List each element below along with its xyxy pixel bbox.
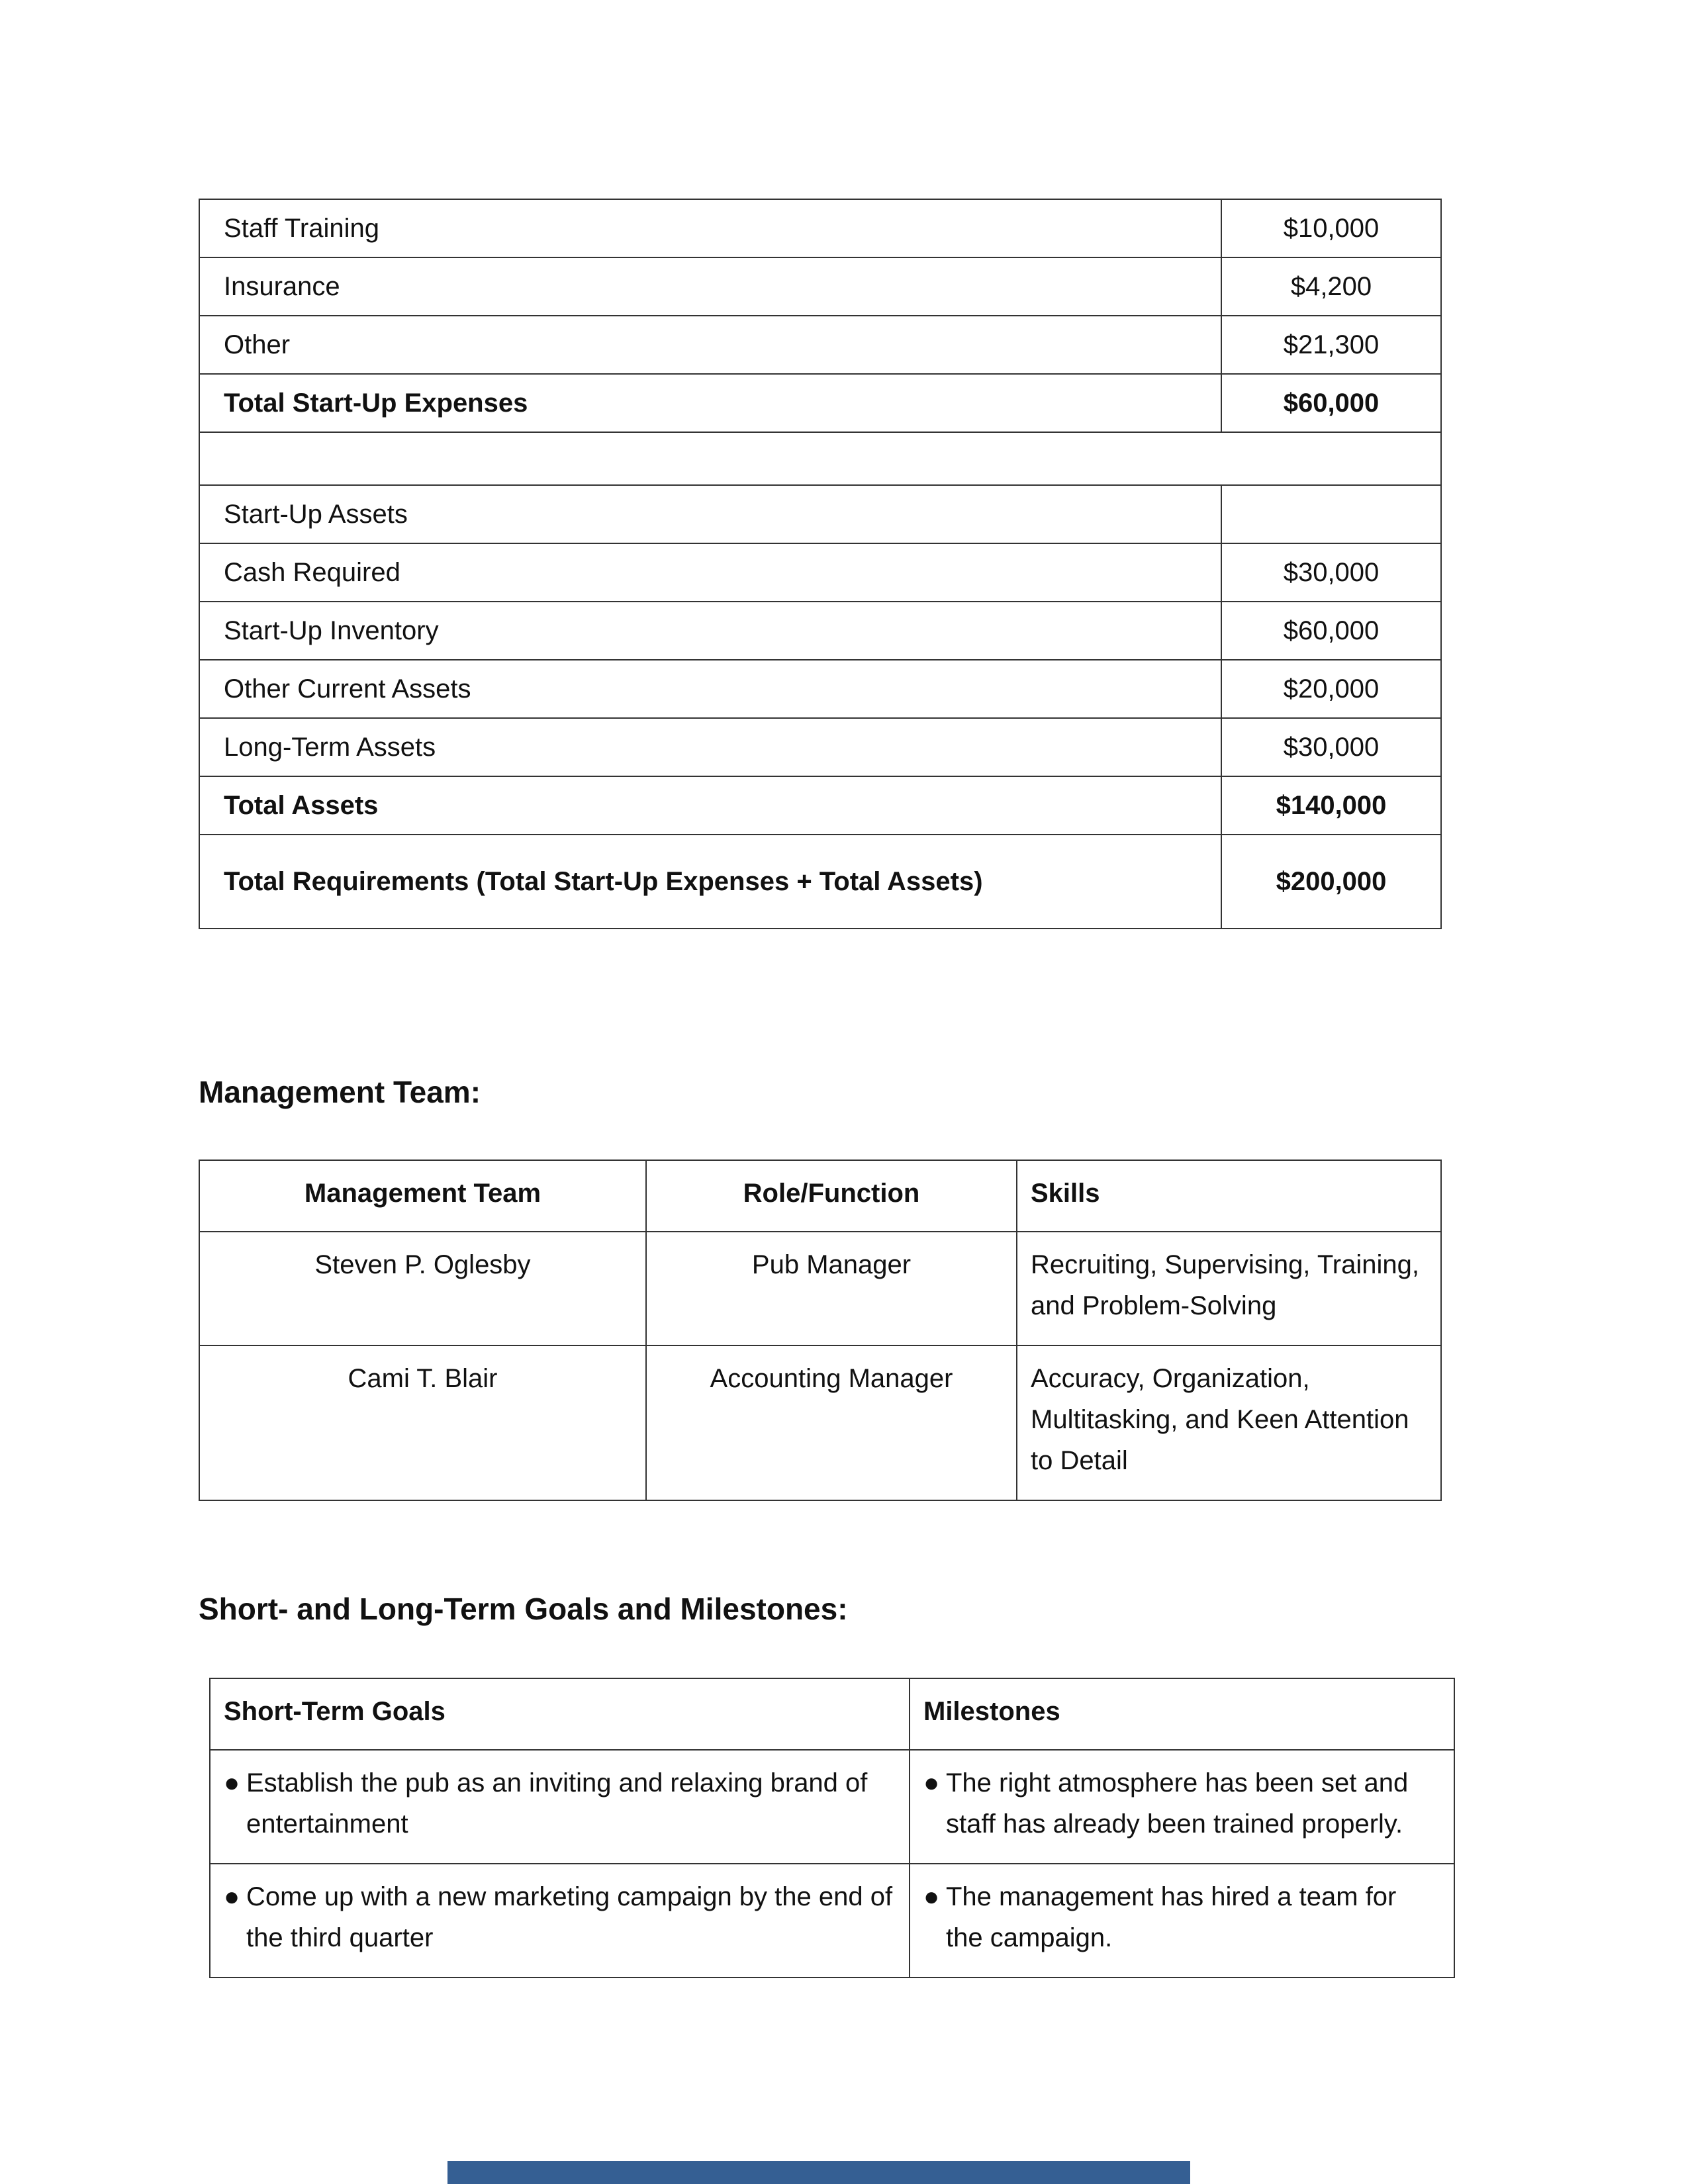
row-amount: $60,000 <box>1221 602 1441 660</box>
goal-cell <box>210 1750 910 1864</box>
table-row <box>199 316 1441 374</box>
table-row <box>210 1750 1454 1864</box>
column-header: Skills <box>1017 1160 1441 1232</box>
row-label: Start-Up Assets <box>199 485 1221 543</box>
bullet-icon: ● <box>923 1768 940 1797</box>
startup-costs-table <box>199 199 1442 929</box>
member-skills: Recruiting, Supervising, Training, and Problem-Solving <box>1017 1232 1441 1345</box>
spacer-cell <box>199 432 1441 485</box>
milestone-cell <box>910 1864 1454 1978</box>
table-row <box>210 1864 1454 1978</box>
total-expenses-amount: $60,000 <box>1221 374 1441 432</box>
bullet-icon: ● <box>224 1882 240 1911</box>
member-skills: Accuracy, Organization, Multitasking, and Keen Attention to Detail <box>1017 1345 1441 1500</box>
table-row <box>199 660 1441 718</box>
milestone-text: The right atmosphere has been set and staff has already been trained properly. <box>946 1768 1409 1839</box>
row-amount: $20,000 <box>1221 660 1441 718</box>
table-row <box>199 1345 1441 1500</box>
member-name: Cami T. Blair <box>199 1345 646 1500</box>
goals-milestones-table <box>209 1678 1455 1978</box>
row-amount: $30,000 <box>1221 543 1441 602</box>
bullet-icon: ● <box>224 1768 240 1797</box>
table-row <box>199 485 1441 543</box>
row-amount: $30,000 <box>1221 718 1441 776</box>
list-item <box>224 1762 896 1844</box>
row-amount: $10,000 <box>1221 199 1441 257</box>
list-item <box>923 1876 1440 1958</box>
table-header-row <box>199 1160 1441 1232</box>
list-item <box>224 1876 896 1958</box>
milestone-text: The management has hired a team for the campaign. <box>946 1882 1397 1952</box>
row-label: Staff Training <box>199 199 1221 257</box>
row-label: Other Current Assets <box>199 660 1221 718</box>
table-row-total <box>199 776 1441 835</box>
table-row <box>199 1232 1441 1345</box>
row-label: Other <box>199 316 1221 374</box>
member-role: Accounting Manager <box>646 1345 1017 1500</box>
row-label: Long-Term Assets <box>199 718 1221 776</box>
total-expenses-label: Total Start-Up Expenses <box>199 374 1221 432</box>
management-team-heading: Management Team: <box>199 1075 481 1109</box>
table-row-total-requirements <box>199 835 1441 929</box>
table-row <box>199 718 1441 776</box>
member-role: Pub Manager <box>646 1232 1017 1345</box>
column-header: Short-Term Goals <box>210 1678 910 1750</box>
row-label: Insurance <box>199 257 1221 316</box>
column-header: Management Team <box>199 1160 646 1232</box>
table-row <box>199 602 1441 660</box>
table-row <box>199 543 1441 602</box>
milestone-cell <box>910 1750 1454 1864</box>
management-team-table <box>199 1160 1442 1501</box>
spacer-row <box>199 432 1441 485</box>
total-requirements-label: Total Requirements (Total Start-Up Expenses + Total Assets) <box>199 835 1221 929</box>
goal-text: Establish the pub as an inviting and relaxing brand of entertainment <box>246 1768 868 1839</box>
row-amount: $21,300 <box>1221 316 1441 374</box>
row-amount: $4,200 <box>1221 257 1441 316</box>
total-requirements-amount: $200,000 <box>1221 835 1441 929</box>
goal-text: Come up with a new marketing campaign by the end of the third quarter <box>246 1882 893 1952</box>
column-header: Role/Function <box>646 1160 1017 1232</box>
total-assets-amount: $140,000 <box>1221 776 1441 835</box>
table-row-total <box>199 374 1441 432</box>
goal-cell <box>210 1864 910 1978</box>
footer-color-bar <box>447 2161 1190 2184</box>
bullet-icon: ● <box>923 1882 940 1911</box>
row-amount <box>1221 485 1441 543</box>
table-row <box>199 199 1441 257</box>
list-item <box>923 1762 1440 1844</box>
column-header: Milestones <box>910 1678 1454 1750</box>
row-label: Cash Required <box>199 543 1221 602</box>
table-header-row <box>210 1678 1454 1750</box>
member-name: Steven P. Oglesby <box>199 1232 646 1345</box>
total-assets-label: Total Assets <box>199 776 1221 835</box>
goals-milestones-heading: Short- and Long-Term Goals and Milestones: <box>199 1592 848 1626</box>
table-row <box>199 257 1441 316</box>
row-label: Start-Up Inventory <box>199 602 1221 660</box>
